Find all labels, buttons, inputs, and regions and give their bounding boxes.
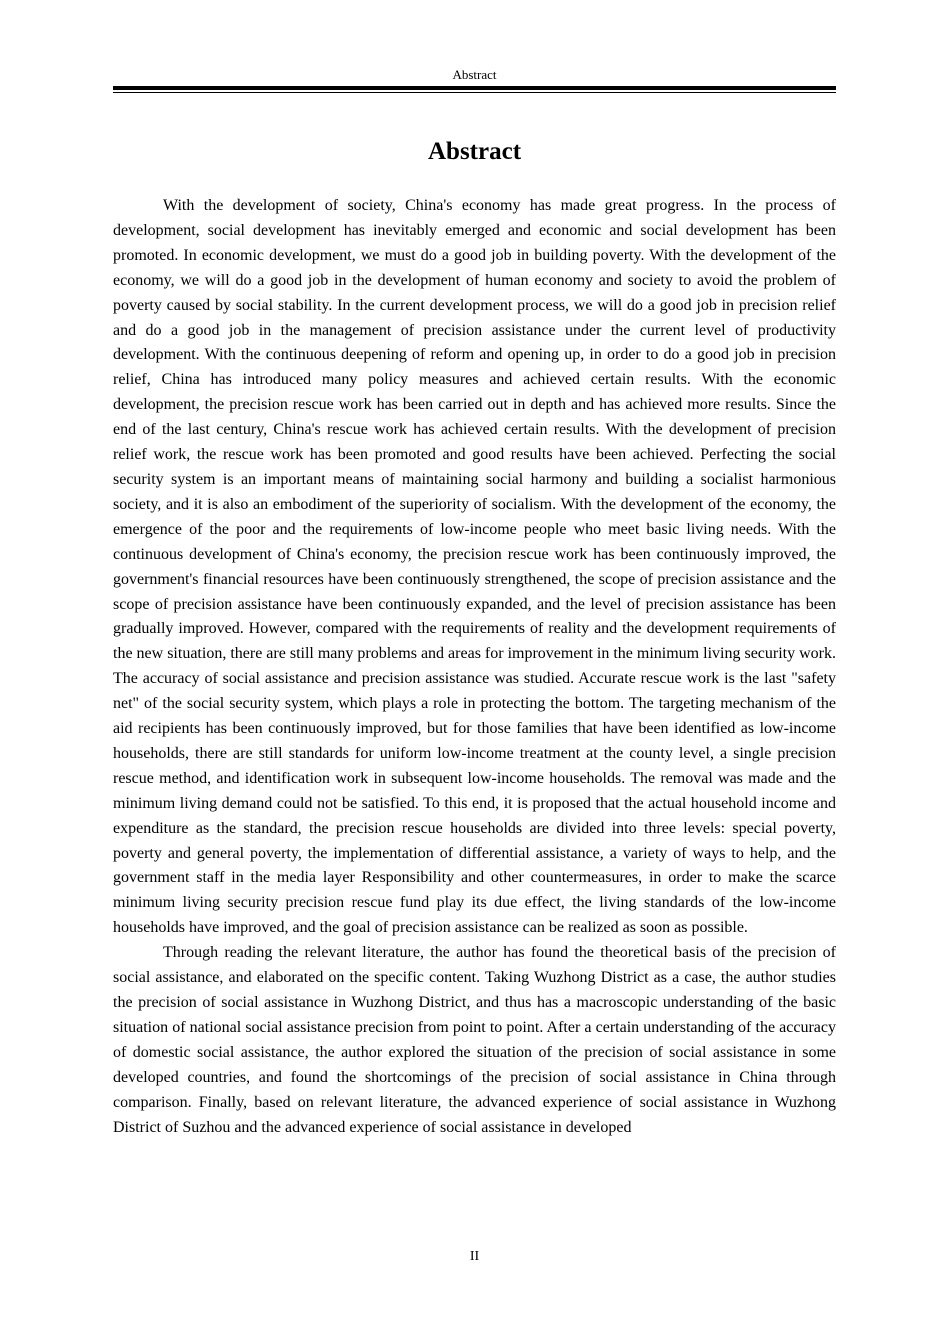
running-header: Abstract: [452, 67, 497, 82]
page-title: Abstract: [427, 138, 522, 165]
header-rule-thick: [113, 86, 836, 90]
abstract-body: [113, 194, 836, 1140]
header-rule-thin: [113, 92, 836, 93]
page-number: II: [469, 1249, 480, 1264]
abstract-paragraph: With the development of society, China's economy has made great progress. In the process of development, social development has inevitably emerged and economic and social development has been promoted. In economic development, we must do a good job in building poverty. With the development of the economy, we will do a good job in the development of human economy and society to avoid the problem of poverty caused by social stability. In the current development process, we will do a good job in precision relief and do a good job in the management of precision assistance under the current level of productivity development. With the continuous deepening of reform and opening up, in order to do a good job in precision relief, China has introduced many policy measures and achieved certain results. With the economic development, the precision rescue work has been carried out in depth and has achieved more results. Since the end of the last century, China's rescue work has achieved certain results. With the development of precision relief work, the rescue work has been promoted and good results have been achieved. Perfecting the social security system is an important means of maintaining social harmony and building a socialist harmonious society, and it is also an embodiment of the superiority of socialism. With the development of the economy, the emergence of the poor and the requirements of low-income people who meet basic living needs. With the continuous development of China's economy, the precision rescue work has been continuously improved, the government's financial resources have been continuously strengthened, the scope of precision assistance and the scope of precision assistance have been continuously expanded, and the level of precision assistance has been gradually improved. However, compared with the requirements of reality and the development requirements of the new situation, there are still many problems and areas for improvement in the minimum living security work. The accuracy of social assistance and precision assistance was studied. Accurate rescue work is the last "safety net" of the social security system, which plays a role in protecting the bottom. The targeting mechanism of the aid recipients has been continuously improved, but for those families that have been identified as low-income households, there are still standards for uniform low-income treatment at the county level, a single precision rescue method, and identification work in subsequent low-income households. The removal was made and the minimum living demand could not be satisfied. To this end, it is proposed that the actual household income and expenditure as the standard, the precision rescue households are divided into three levels: special poverty, poverty and general poverty, the implementation of differential assistance, a variety of ways to help, and the government staff in the media layer Responsibility and other countermeasures, in order to make the scarce minimum living security precision rescue fund play its due effect, the living standards of the low-income households have improved, and the goal of precision assistance can be realized as soon as possible.: [113, 197, 836, 937]
abstract-paragraph: Through reading the relevant literature, the author has found the theoretical basis of the precision of social assistance, and elaborated on the specific content. Taking Wuzhong District as a case, the author studies the precision of social assistance in Wuzhong District, and thus has a macroscopic understanding of the basic situation of national social assistance precision from point to point. After a certain understanding of the accuracy of domestic social assistance, the author explored the situation of the precision of social assistance in some developed countries, and found the shortcomings of the precision of social assistance in China through comparison. Finally, based on relevant literature, the advanced experience of social assistance in Wuzhong District of Suzhou and the advanced experience of social assistance in developed: [113, 944, 836, 1136]
